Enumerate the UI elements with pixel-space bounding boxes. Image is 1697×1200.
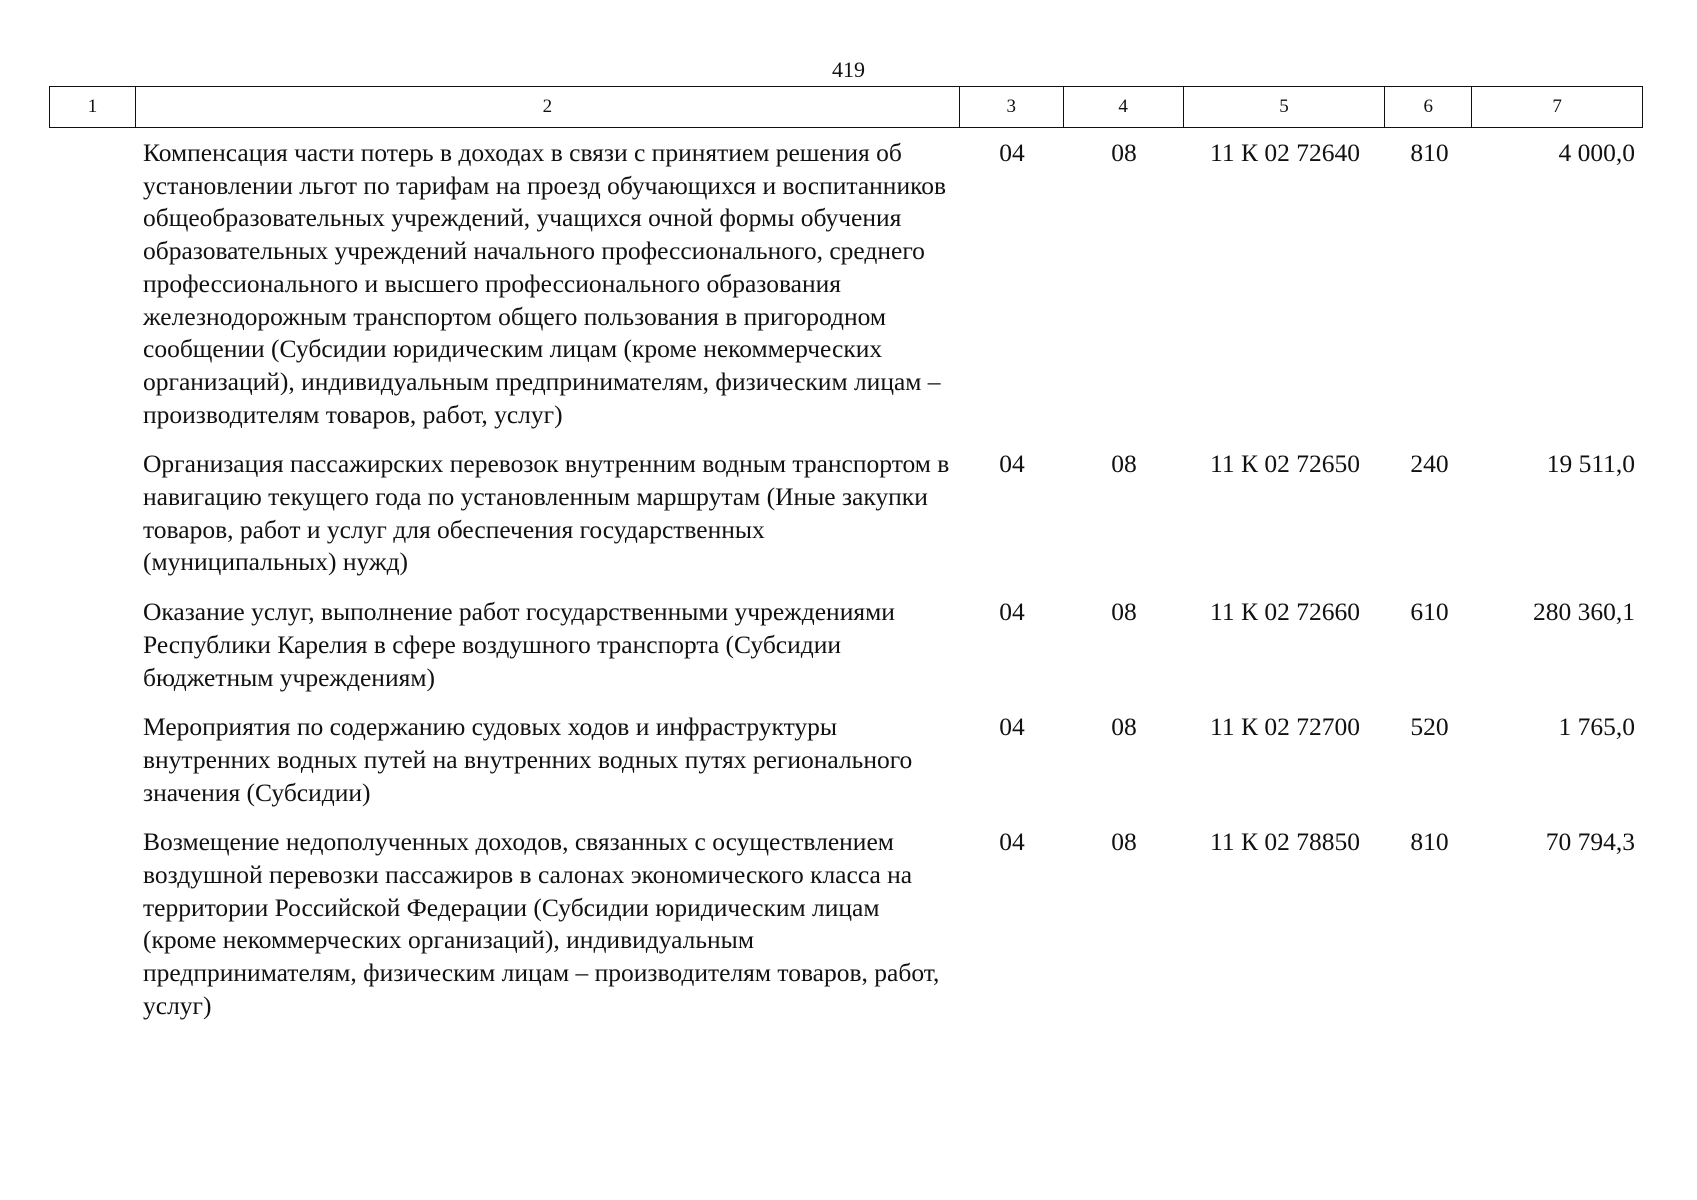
target-article-cell: 11 К 02 72650 <box>1210 449 1360 479</box>
table-row <box>49 137 1643 431</box>
subsection-cell: 08 <box>1111 597 1137 627</box>
expense-name-cell: Оказание услуг, выполнение работ государственными учреждениями Республики Карелия в сфере воздушного транспорта (Субсидии бюджетным учреждениям) <box>143 597 895 692</box>
expense-type-cell: 610 <box>1410 597 1449 627</box>
column-header-2: 2 <box>136 87 960 127</box>
section-cell: 04 <box>999 138 1025 167</box>
subsection-cell: 08 <box>1111 138 1137 167</box>
row-number-cell <box>49 711 135 809</box>
column-header-6: 6 <box>1385 87 1472 127</box>
amount-cell: 19 511,0 <box>1546 449 1635 479</box>
section-cell: 04 <box>999 449 1025 479</box>
expense-name-cell: Организация пассажирских перевозок внутренним водным транспортом в навигацию текущего года по установленным маршрутам (Иные закупки товаров, работ и услуг для обеспечения государственных (муниципальных) нужд) <box>143 449 950 577</box>
target-article-cell: 11 К 02 72660 <box>1210 597 1360 627</box>
target-article-cell: 11 К 02 72640 <box>1210 138 1360 167</box>
column-header-4: 4 <box>1064 87 1184 127</box>
expense-type-cell: 810 <box>1410 827 1449 857</box>
table-row <box>49 711 1643 809</box>
row-number-cell <box>49 448 135 579</box>
page-number: 419 <box>832 57 865 82</box>
expense-name-cell: Компенсация части потерь в доходах в связи с принятием решения об установлении льгот по тарифам на проезд обучающихся и воспитанников общеобразовательных учреждений, учащихся очной формы обучения образовательных учреждений начального профессионального, среднего профессионального и высшего профессионального образования железнодорожным транспортом общего пользования в пригородном сообщении (Субсидии юридическим лицам (кроме некоммерческих организаций), индивидуальным предпринимателям, физическим лицам – производителям товаров, работ, услуг) <box>143 138 946 429</box>
table-header <box>49 86 1643 128</box>
subsection-cell: 08 <box>1111 449 1137 479</box>
subsection-cell: 08 <box>1111 827 1137 857</box>
expense-type-cell: 810 <box>1410 138 1449 167</box>
expense-type-cell: 240 <box>1410 449 1449 479</box>
table-row <box>49 448 1643 579</box>
amount-cell: 1 765,0 <box>1558 712 1635 742</box>
expense-name-cell: Мероприятия по содержанию судовых ходов и инфраструктуры внутренних водных путей на внутренних водных путях регионального значения (Субсидии) <box>143 712 913 807</box>
column-header-1: 1 <box>50 87 136 127</box>
subsection-cell: 08 <box>1111 712 1137 742</box>
amount-cell: 4 000,0 <box>1558 138 1635 167</box>
row-number-cell <box>49 826 135 1022</box>
column-header-7: 7 <box>1552 96 1562 117</box>
table-row <box>49 596 1643 694</box>
row-number-cell <box>49 137 135 431</box>
section-cell: 04 <box>999 597 1025 627</box>
expense-name-cell: Возмещение недополученных доходов, связанных с осуществлением воздушной перевозки пассажиров в салонах экономического класса на территории Российской Федерации (Субсидии юридическим лицам (кроме некоммерческих организаций), индивидуальным предпринимателям, физическим лицам – производителям товаров, работ, услуг) <box>143 827 940 1020</box>
section-cell: 04 <box>999 827 1025 857</box>
amount-cell: 70 794,3 <box>1545 827 1635 857</box>
column-header-3: 3 <box>960 87 1064 127</box>
row-number-cell <box>49 596 135 694</box>
column-header-5: 5 <box>1184 87 1386 127</box>
table-body <box>49 137 1643 1023</box>
section-cell: 04 <box>999 712 1025 742</box>
expense-type-cell: 520 <box>1410 712 1449 742</box>
target-article-cell: 11 К 02 78850 <box>1210 827 1360 857</box>
target-article-cell: 11 К 02 72700 <box>1210 712 1360 742</box>
table-row <box>49 826 1643 1022</box>
amount-cell: 280 360,1 <box>1533 597 1635 627</box>
